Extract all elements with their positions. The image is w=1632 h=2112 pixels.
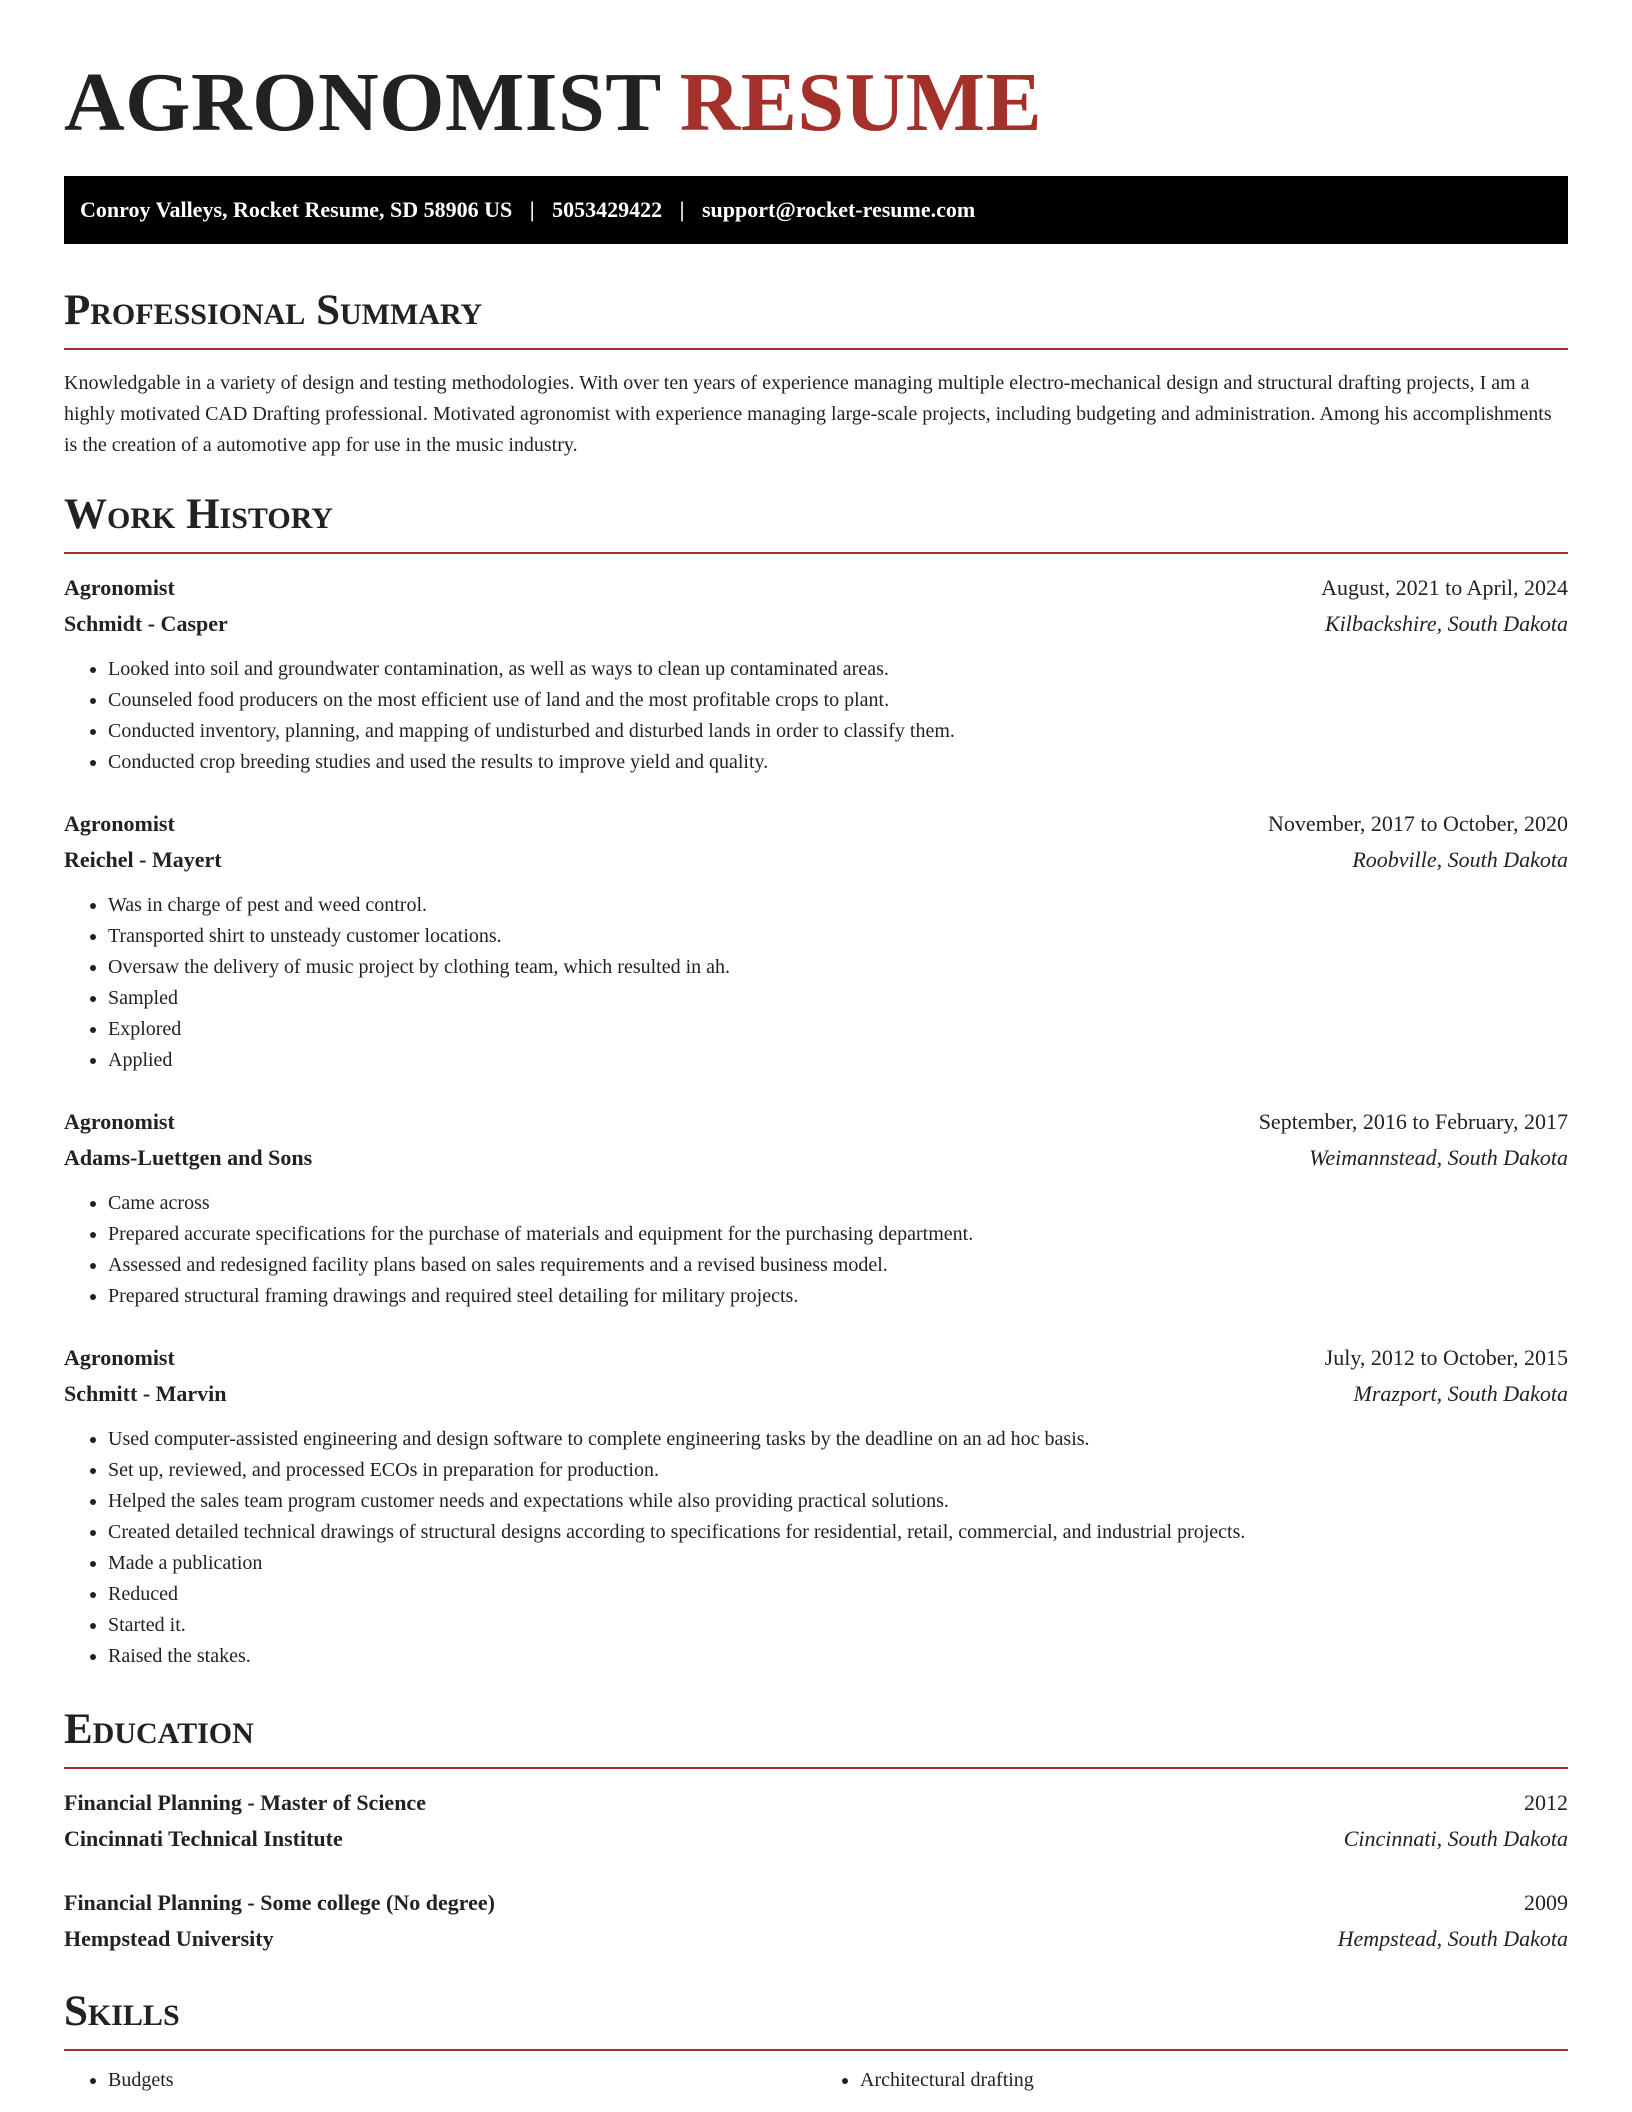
contact-separator: | [679,197,685,222]
education-header-row [64,1785,1568,1821]
job-bullet: • Made a publication [108,1548,1568,1579]
education-list [64,1785,1568,1957]
resume-title [64,0,1568,150]
job-bullet: • Conducted inventory, planning, and mapping of undisturbed and disturbed lands in order to classify them. [108,716,1568,747]
job-location: Mrazport, South Dakota [1353,1381,1568,1406]
job-bullet: • Applied [108,1045,1568,1076]
job-bullet: • Raised the stakes. [108,1641,1568,1672]
job-bullet: • Transported shirt to unsteady customer locations. [108,921,1568,952]
job-company: Reichel - Mayert [64,847,222,872]
job-header-row [64,570,1568,606]
job-company-row [64,842,1568,878]
job-location: Weimannstead, South Dakota [1309,1145,1568,1170]
job-company: Schmidt - Casper [64,611,228,636]
job-bullet: • Helped the sales team program customer needs and expectations while also providing practical solutions. [108,1486,1568,1517]
skills-column-right [816,2065,1568,2096]
job-bullet: • Sampled [108,983,1568,1014]
contact-bar [64,176,1568,244]
job-bullet: • Reduced [108,1579,1568,1610]
work-history-list [64,570,1568,1672]
job-bullet: • Was in charge of pest and weed control. [108,890,1568,921]
job-bullet: • Set up, reviewed, and processed ECOs in preparation for production. [108,1455,1568,1486]
job-company-row [64,1140,1568,1176]
section-heading-summary: Professional Summary [64,286,1568,350]
job-company-row [64,606,1568,642]
skills-list [64,2065,1568,2096]
job-dates: July, 2012 to October, 2015 [1324,1345,1568,1370]
job-bullet: • Looked into soil and groundwater contamination, as well as ways to clean up contaminated areas. [108,654,1568,685]
summary-text: Knowledgable in a variety of design and testing methodologies. With over ten years of experience managing multiple electro-mechanical design and structural drafting projects, I am a highly motivated CAD Drafting professional. Motivated agronomist with experience managing large-scale projects, including budgeting and administration. Among his accomplishments is the creation of a automotive app for use in the music industry. [64,372,1552,456]
education-entry [64,1885,1568,1957]
job-title: Agronomist [64,575,175,600]
job-dates: November, 2017 to October, 2020 [1267,811,1568,836]
job-header-row [64,1104,1568,1140]
skill-item: • Budgets [108,2065,816,2096]
job-entry [64,570,1568,778]
contact-phone: 5053429422 [552,197,663,222]
section-heading-work-history: Work History [64,490,1568,554]
job-dates: August, 2021 to April, 2024 [1321,575,1568,600]
job-bullet: • Prepared structural framing drawings and required steel detailing for military projects. [108,1281,1568,1312]
job-bullet: • Created detailed technical drawings of structural designs according to specifications for residential, retail, commercial, and industrial projects. [108,1517,1568,1548]
education-school-row [64,1821,1568,1857]
job-dates: September, 2016 to February, 2017 [1258,1109,1568,1134]
education-location: Hempstead, South Dakota [1337,1926,1568,1951]
job-bullet: • Explored [108,1014,1568,1045]
job-bullet: • Assessed and redesigned facility plans based on sales requirements and a revised business model. [108,1250,1568,1281]
job-company: Adams-Luettgen and Sons [64,1145,313,1170]
job-location: Roobville, South Dakota [1352,847,1568,872]
job-entry [64,806,1568,1076]
job-bullet-list [64,1188,1568,1312]
title-word-agronomist: AGRONOMIST [64,56,662,149]
job-bullet: • Started it. [108,1610,1568,1641]
education-year: 2009 [1524,1890,1568,1915]
job-company-row [64,1376,1568,1412]
section-heading-skills: Skills [64,1987,1568,2051]
title-word-resume: RESUME [679,56,1043,149]
job-bullet: • Conducted crop breeding studies and used the results to improve yield and quality. [108,747,1568,778]
job-bullet: • Counseled food producers on the most efficient use of land and the most profitable crops to plant. [108,685,1568,716]
job-bullet-list [64,890,1568,1076]
job-title: Agronomist [64,1109,175,1134]
education-location: Cincinnati, South Dakota [1343,1826,1568,1851]
job-company: Schmitt - Marvin [64,1381,227,1406]
job-bullet: • Used computer-assisted engineering and design software to complete engineering tasks by the deadline on an ad hoc basis. [108,1424,1568,1455]
job-location: Kilbackshire, South Dakota [1325,611,1568,636]
education-entry [64,1785,1568,1857]
job-bullet-list [64,1424,1568,1672]
education-school: Cincinnati Technical Institute [64,1826,343,1851]
education-school: Hempstead University [64,1926,274,1951]
education-degree: Financial Planning - Some college (No degree) [64,1890,495,1915]
job-bullet-list [64,654,1568,778]
education-header-row [64,1885,1568,1921]
contact-address: Conroy Valleys, Rocket Resume, SD 58906 US [80,197,513,222]
contact-email: support@rocket-resume.com [702,197,976,222]
skill-item: • Architectural drafting [860,2065,1568,2096]
job-title: Agronomist [64,1345,175,1370]
section-heading-education: Education [64,1705,1568,1769]
job-header-row [64,806,1568,842]
job-entry [64,1340,1568,1672]
job-bullet: • Oversaw the delivery of music project by clothing team, which resulted in ah. [108,952,1568,983]
education-school-row [64,1921,1568,1957]
contact-separator: | [529,197,535,222]
skills-column-left [64,2065,816,2096]
job-entry [64,1104,1568,1312]
education-year: 2012 [1524,1790,1568,1815]
education-degree: Financial Planning - Master of Science [64,1790,426,1815]
job-bullet: • Prepared accurate specifications for the purchase of materials and equipment for the purchasing department. [108,1219,1568,1250]
job-bullet: • Came across [108,1188,1568,1219]
job-header-row [64,1340,1568,1376]
job-title: Agronomist [64,811,175,836]
